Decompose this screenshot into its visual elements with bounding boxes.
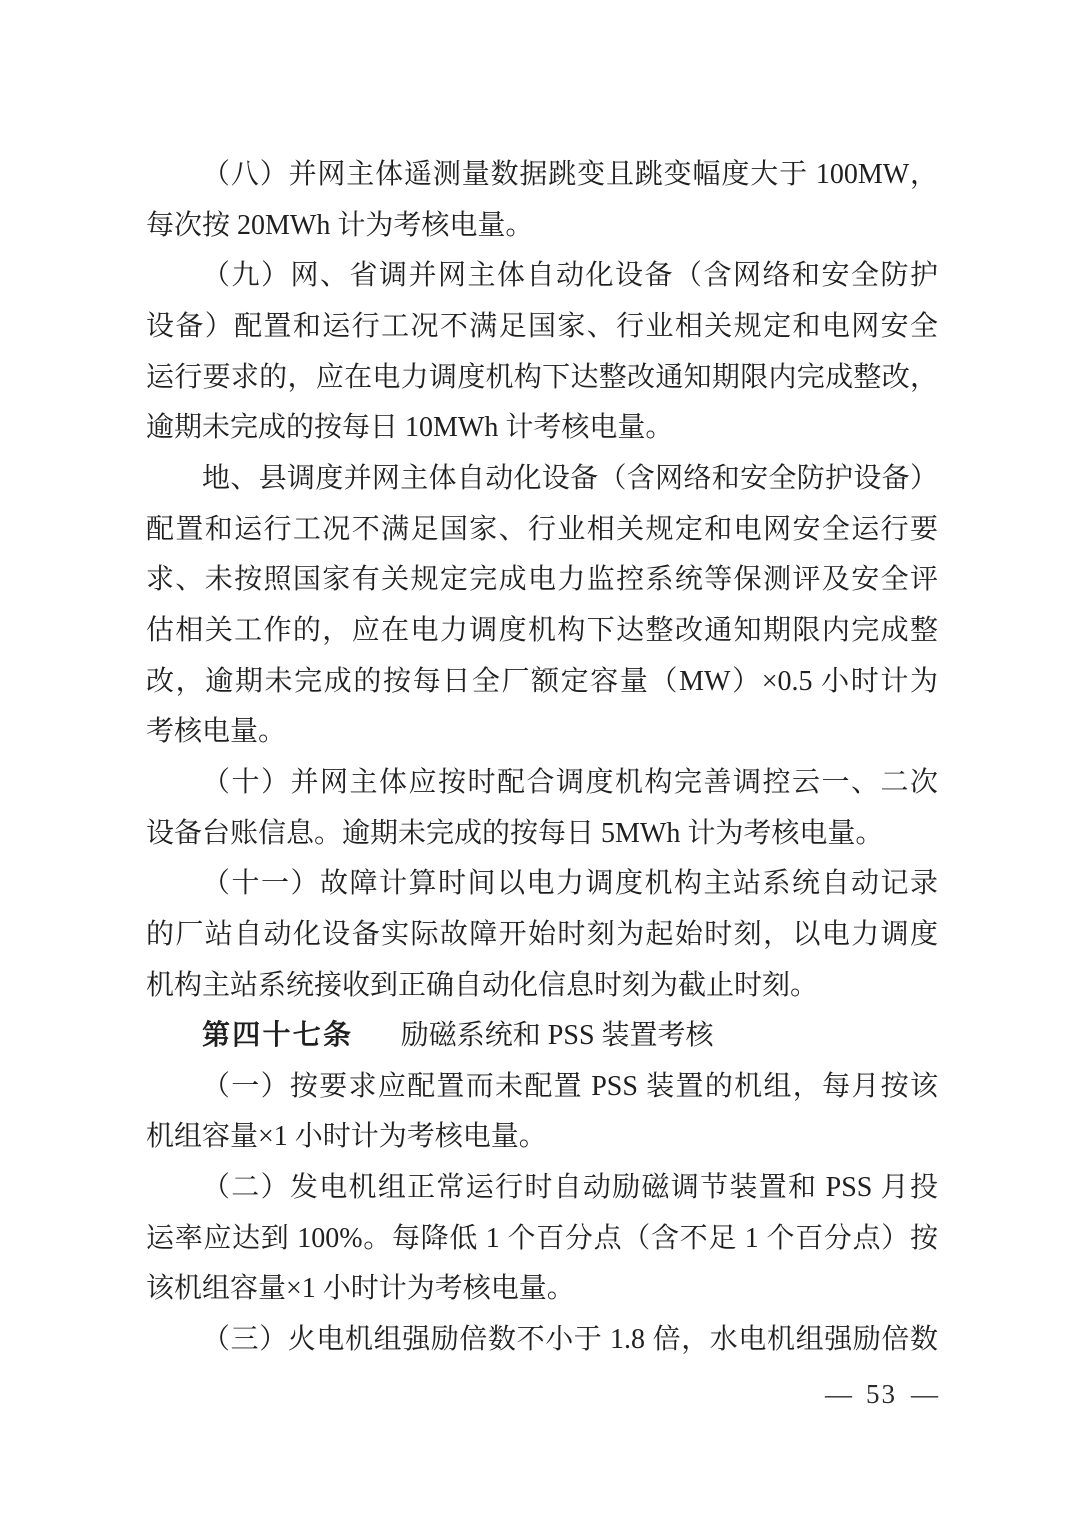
footer-dash-left: — — [825, 1379, 852, 1409]
text-line: 设备）配置和运行工况不满足国家、行业相关规定和电网安全 — [146, 310, 938, 342]
paragraph — [146, 859, 938, 1011]
document-body — [146, 150, 938, 1366]
paragraph — [146, 758, 938, 859]
text-line: 考核电量。 — [146, 716, 287, 748]
page-number: 53 — [866, 1379, 897, 1409]
text-line: （一）按要求应配置而未配置 PSS 装置的机组，每月按该 — [202, 1070, 938, 1102]
text-line: 求、未按照国家有关规定完成电力监控系统等保测评及安全评 — [146, 564, 938, 596]
text-line: 每次按 20MWh 计为考核电量。 — [146, 209, 534, 241]
article-number: 第四十七条 — [202, 1020, 354, 1052]
text-line: 该机组容量×1 小时计为考核电量。 — [146, 1273, 575, 1305]
text-line: 设备台账信息。逾期未完成的按每日 5MWh 计为考核电量。 — [146, 817, 884, 849]
text-line: 配置和运行工况不满足国家、行业相关规定和电网安全运行要 — [146, 513, 938, 545]
text-line: 估相关工作的，应在电力调度机构下达整改通知期限内完成整 — [146, 614, 938, 646]
text-line: （十）并网主体应按时配合调度机构完善调控云一、二次 — [202, 766, 938, 798]
text-line: 运率应达到 100%。每降低 1 个百分点（含不足 1 个百分点）按 — [146, 1222, 938, 1254]
text-line: 地、县调度并网主体自动化设备（含网络和安全防护设备） — [202, 462, 938, 494]
article-title: 励磁系统和 PSS 装置考核 — [400, 1020, 714, 1052]
text-line: 机组容量×1 小时计为考核电量。 — [146, 1121, 547, 1153]
text-line: （十一）故障计算时间以电力调度机构主站系统自动记录 — [202, 868, 938, 900]
text-line: 运行要求的，应在电力调度机构下达整改通知期限内完成整改， — [146, 361, 938, 393]
text-line: （九）网、省调并网主体自动化设备（含网络和安全防护 — [202, 260, 938, 292]
text-line: （八）并网主体遥测量数据跳变且跳变幅度大于 100MW， — [202, 159, 938, 190]
footer-dash-right: — — [911, 1379, 938, 1409]
paragraph — [146, 1315, 938, 1366]
paragraph — [146, 1163, 938, 1315]
paragraph — [146, 1062, 938, 1163]
page-footer — [825, 1379, 938, 1410]
text-line: （二）发电机组正常运行时自动励磁调节装置和 PSS 月投 — [202, 1172, 938, 1204]
text-line: 机构主站系统接收到正确自动化信息时刻为截止时刻。 — [146, 969, 819, 1001]
paragraph — [146, 251, 938, 454]
text-line: 逾期未完成的按每日 10MWh 计考核电量。 — [146, 412, 674, 444]
paragraph — [146, 454, 938, 758]
text-line: （三）火电机组强励倍数不小于 1.8 倍，水电机组强励倍数 — [202, 1324, 938, 1356]
article-heading — [146, 1011, 938, 1062]
paragraph — [146, 150, 938, 251]
text-line: 改，逾期未完成的按每日全厂额定容量（MW）×0.5 小时计为 — [146, 665, 938, 697]
text-line: 的厂站自动化设备实际故障开始时刻为起始时刻，以电力调度 — [146, 918, 938, 950]
